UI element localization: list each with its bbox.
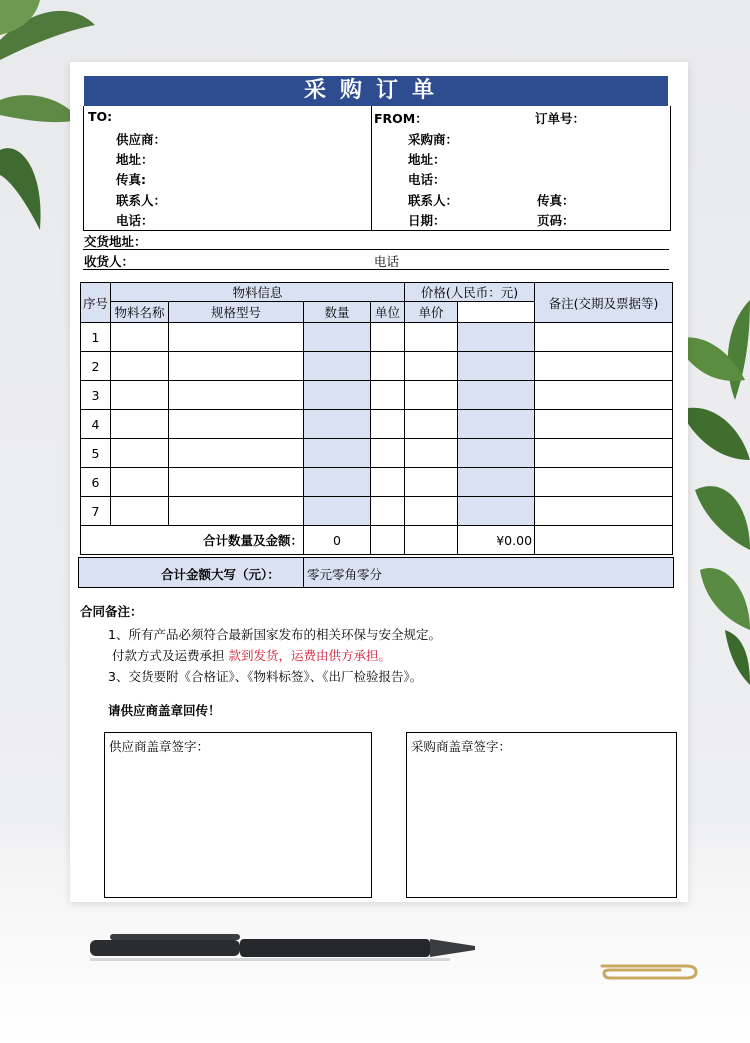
cell[interactable] [405,439,458,468]
note-line-1: 1、所有产品必须符合最新国家发布的相关环保与安全规定。 [108,627,441,642]
cell[interactable] [405,381,458,410]
receiver-phone-label: 电话 [374,254,400,269]
qty-cell[interactable] [304,323,371,352]
purchaser-signature-box[interactable] [406,732,677,898]
page-number-label: 页码： [537,213,575,228]
cell[interactable] [535,439,673,468]
sum-label: 合计数量及金额： [81,526,304,555]
cell[interactable] [535,352,673,381]
purchaser-label: 采购商： [408,132,459,147]
cell[interactable] [111,468,169,497]
col-header-unit: 单位 [371,302,405,323]
cell[interactable] [169,352,304,381]
cell[interactable] [371,323,405,352]
cell[interactable] [169,323,304,352]
col-header-qty: 数量 [304,302,371,323]
supplier-contact-label: 联系人： [116,193,167,208]
subtotal-cell[interactable] [458,352,535,381]
cell[interactable] [535,410,673,439]
col-header-unit-price: 单价 [405,302,458,323]
cell[interactable] [371,352,405,381]
row-number: 2 [81,352,111,381]
subtotal-cell[interactable] [458,410,535,439]
subtotal-cell[interactable] [458,497,535,526]
items-table [80,282,673,555]
row-number: 6 [81,468,111,497]
supplier-label: 供应商： [116,132,167,147]
cell[interactable] [371,468,405,497]
date-label: 日期： [408,213,446,228]
order-number-label: 订单号： [535,111,586,126]
cell[interactable] [371,381,405,410]
row-number: 4 [81,410,111,439]
note-line-2 [112,646,391,664]
cell[interactable] [535,381,673,410]
cell[interactable] [535,497,673,526]
from-label: FROM： [374,111,428,126]
cell[interactable] [405,323,458,352]
cell[interactable] [535,468,673,497]
qty-cell[interactable] [304,352,371,381]
cell[interactable] [111,439,169,468]
subtotal-cell[interactable] [458,323,535,352]
cell [405,526,458,555]
cell [371,526,405,555]
purchaser-fax-label: 传真： [537,193,575,208]
col-header-remark: 备注(交期及票据等) [535,283,673,323]
qty-cell[interactable] [304,410,371,439]
stamp-request: 请供应商盖章回传！ [108,703,221,718]
cell[interactable] [169,468,304,497]
cell[interactable] [405,468,458,497]
group-header-material: 物料信息 [111,283,405,302]
col-header-spec: 规格型号 [169,302,304,323]
col-header-material-name: 物料名称 [111,302,169,323]
cell[interactable] [111,410,169,439]
purchaser-contact-label: 联系人： [408,193,459,208]
row-number: 3 [81,381,111,410]
qty-cell[interactable] [304,468,371,497]
notes-title: 合同备注： [80,604,143,619]
page-title: 采购订单 [84,76,668,106]
cell[interactable] [111,352,169,381]
cell[interactable] [111,497,169,526]
supplier-fax-label: 传真: [116,172,146,187]
supplier-phone-label: 电话： [116,213,154,228]
purchaser-signature-label: 采购商盖章签字： [411,739,512,754]
sum-row [81,526,673,555]
note-line-2-label: 付款方式及运费承担 [112,648,225,663]
note-line-2-terms: 款到发货，运费由供方承担。 [228,648,392,663]
purchaser-address-label: 地址： [408,152,446,167]
receiver-label: 收货人： [84,254,135,269]
table-row [81,323,673,352]
cell[interactable] [371,439,405,468]
qty-cell[interactable] [304,381,371,410]
cell[interactable] [169,439,304,468]
qty-cell[interactable] [304,439,371,468]
to-label: TO: [88,109,113,124]
paper-clip-icon [596,958,700,986]
cell[interactable] [169,497,304,526]
table-row [81,410,673,439]
sum-quantity: 0 [304,526,371,555]
subtotal-cell[interactable] [458,381,535,410]
supplier-signature-label: 供应商盖章签字： [109,739,210,754]
delivery-address-label: 交货地址： [84,234,147,249]
cell[interactable] [169,381,304,410]
note-line-3: 3、交货要附《合格证》、《物料标签》、《出厂检验报告》。 [108,669,423,684]
cell[interactable] [371,497,405,526]
table-row [81,468,673,497]
sum-amount: ¥0.00 [458,526,535,555]
pen-icon [90,932,482,962]
subtotal-cell[interactable] [458,439,535,468]
supplier-signature-box[interactable] [104,732,372,898]
total-words-value: 零元零角零分 [307,567,383,582]
row-number: 7 [81,497,111,526]
supplier-address-label: 地址： [116,152,154,167]
cell[interactable] [405,410,458,439]
qty-cell[interactable] [304,497,371,526]
cell [535,526,673,555]
cell[interactable] [169,410,304,439]
cell[interactable] [405,352,458,381]
total-words-bar [78,557,674,588]
cell[interactable] [111,381,169,410]
table-row [81,381,673,410]
purchaser-phone-label: 电话： [408,172,446,187]
subtotal-cell[interactable] [458,468,535,497]
table-row [81,439,673,468]
cell[interactable] [371,410,405,439]
cell[interactable] [535,323,673,352]
total-words-label: 合计金额大写（元）： [161,567,280,582]
col-header-no: 序号 [81,283,111,323]
row-number: 5 [81,439,111,468]
row-number: 1 [81,323,111,352]
group-header-price: 价格(人民币：元) [405,283,535,302]
cell[interactable] [111,323,169,352]
table-row [81,497,673,526]
cell[interactable] [405,497,458,526]
table-row [81,352,673,381]
